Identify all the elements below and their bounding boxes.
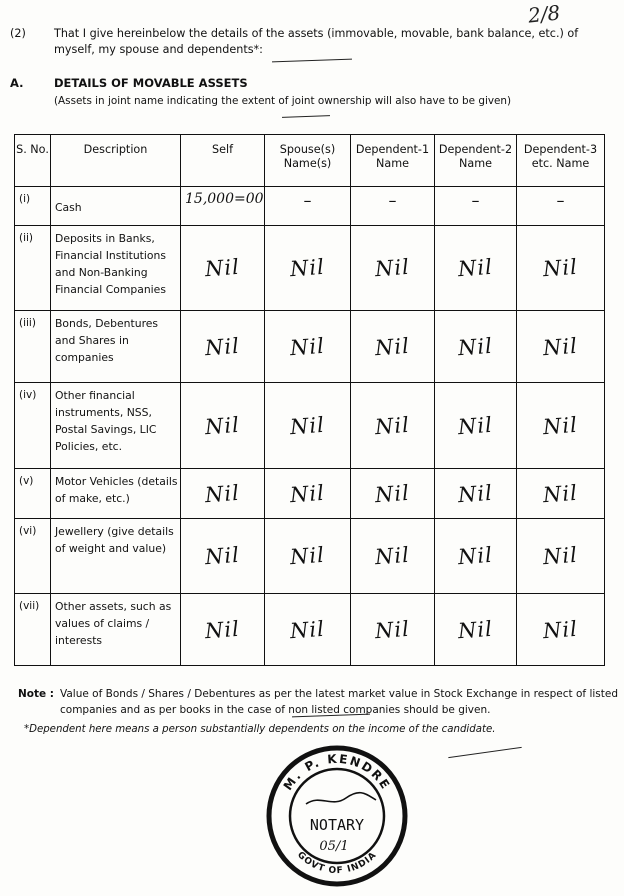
header-dependent-1: Dependent-1 Name [351, 135, 435, 187]
cell-dependent-2: – [435, 187, 517, 226]
dependent-footnote: *Dependent here means a person substantially dependents on the income of the candidate. [24, 724, 496, 735]
cell-dependent-1: Nil [351, 311, 435, 383]
header-self: Self [181, 135, 265, 187]
cell-self: Nil [181, 519, 265, 594]
cell-self: 15,000=00 [181, 187, 265, 226]
cell-dependent-3: Nil [517, 519, 605, 594]
row-description: Other assets, such as values of claims / interests [51, 594, 181, 666]
footnote-underline [448, 747, 521, 758]
movable-assets-table [14, 134, 605, 666]
subtitle-underline [282, 115, 330, 118]
table-row [15, 594, 605, 666]
cell-spouse: Nil [265, 469, 351, 519]
cell-self: Nil [181, 383, 265, 469]
note-text: Value of Bonds / Shares / Debentures as per the latest market value in Stock Exchange in respect of listed companies and as per books in the case of non listed companies should be given. [60, 688, 618, 716]
section-subtitle: (Assets in joint name indicating the extent of joint ownership will also have to be given) [54, 95, 512, 107]
seal-top-text: M. P. KENDRE [280, 751, 394, 793]
cell-spouse: Nil [265, 383, 351, 469]
cell-self: Nil [181, 594, 265, 666]
cell-spouse: – [265, 187, 351, 226]
section-title: DETAILS OF MOVABLE ASSETS [54, 76, 248, 90]
row-sno: (iii) [15, 311, 51, 383]
cell-dependent-1: Nil [351, 469, 435, 519]
cell-dependent-3: Nil [517, 311, 605, 383]
cell-dependent-2: Nil [435, 594, 517, 666]
intro-underline [272, 59, 352, 63]
cell-self: Nil [181, 226, 265, 311]
intro-text: That I give hereinbelow the details of the assets (immovable, movable, bank balance, etc.) of myself, my spouse and dependents*: [54, 27, 579, 56]
table-row [15, 469, 605, 519]
cell-dependent-3: Nil [517, 383, 605, 469]
row-sno: (vii) [15, 594, 51, 666]
cell-dependent-1: – [351, 187, 435, 226]
header-spouse: Spouse(s) Name(s) [265, 135, 351, 187]
cell-self: Nil [181, 311, 265, 383]
row-description: Motor Vehicles (details of make, etc.) [51, 469, 181, 519]
row-sno: (v) [15, 469, 51, 519]
cell-dependent-1: Nil [351, 383, 435, 469]
row-sno: (vi) [15, 519, 51, 594]
row-sno: (ii) [15, 226, 51, 311]
table-row [15, 226, 605, 311]
cell-spouse: Nil [265, 226, 351, 311]
row-description: Other financial instruments, NSS, Postal Savings, LIC Policies, etc. [51, 383, 181, 469]
cell-spouse: Nil [265, 311, 351, 383]
header-description: Description [51, 135, 181, 187]
cell-spouse: Nil [265, 519, 351, 594]
row-description: Cash [51, 187, 181, 226]
cell-dependent-2: Nil [435, 226, 517, 311]
cell-spouse: Nil [265, 594, 351, 666]
intro-paragraph [10, 26, 610, 58]
intro-number: (2) [10, 27, 26, 40]
row-sno: (i) [15, 187, 51, 226]
row-description: Deposits in Banks, Financial Institutions and Non-Banking Financial Companies [51, 226, 181, 311]
cell-self: Nil [181, 469, 265, 519]
cell-dependent-3: Nil [517, 594, 605, 666]
row-description: Bonds, Debentures and Shares in companies [51, 311, 181, 383]
page-number: 2/8 [526, 0, 562, 28]
cell-dependent-1: Nil [351, 519, 435, 594]
header-sno: S. No. [15, 135, 51, 187]
section-letter: A. [10, 76, 24, 90]
row-sno: (iv) [15, 383, 51, 469]
cell-dependent-3: Nil [517, 469, 605, 519]
cell-dependent-3: – [517, 187, 605, 226]
seal-bottom-text: GOVT OF INDIA [295, 850, 379, 877]
table-row [15, 383, 605, 469]
notary-seal-icon [262, 742, 412, 890]
cell-dependent-2: Nil [435, 311, 517, 383]
cell-dependent-2: Nil [435, 469, 517, 519]
table-row [15, 311, 605, 383]
cell-dependent-2: Nil [435, 519, 517, 594]
note-paragraph [18, 686, 618, 718]
seal-center-text: NOTARY [309, 816, 365, 834]
table-row [15, 187, 605, 226]
row-description: Jewellery (give details of weight and value) [51, 519, 181, 594]
cell-dependent-3: Nil [517, 226, 605, 311]
note-label: Note : [18, 688, 54, 700]
table-header-row [15, 135, 605, 187]
header-dependent-3: Dependent-3 etc. Name [517, 135, 605, 187]
header-dependent-2: Dependent-2 Name [435, 135, 517, 187]
cell-dependent-2: Nil [435, 383, 517, 469]
seal-signature [306, 793, 376, 804]
cell-dependent-1: Nil [351, 594, 435, 666]
seal-date: 05/1 [319, 839, 349, 854]
cell-dependent-1: Nil [351, 226, 435, 311]
table-row [15, 519, 605, 594]
